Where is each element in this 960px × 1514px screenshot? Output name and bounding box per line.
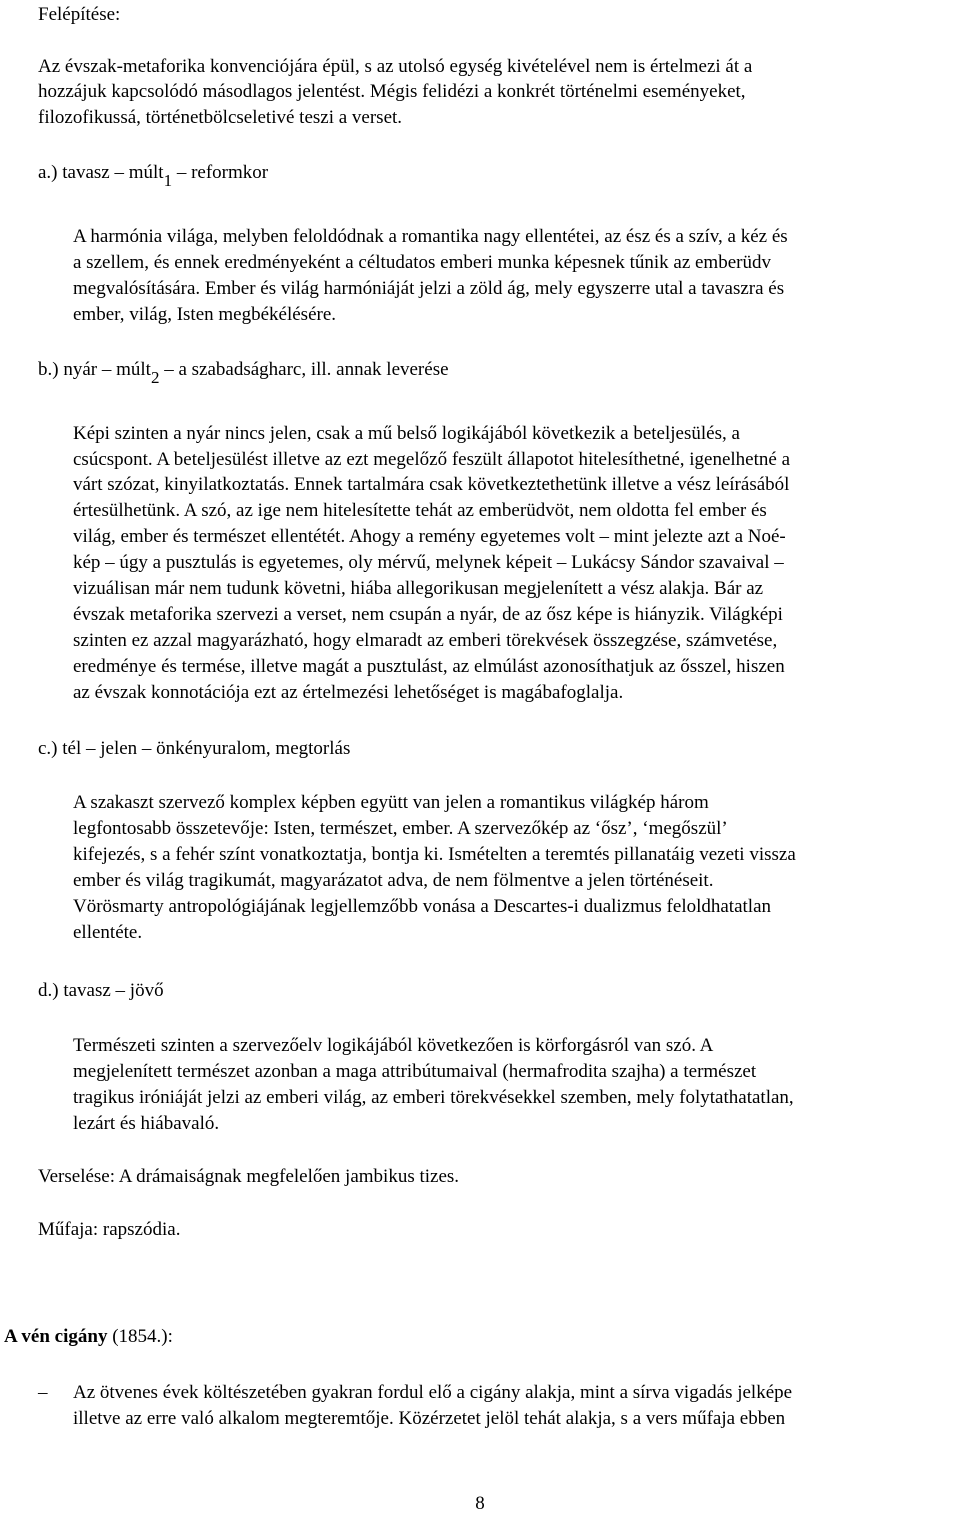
intro-line: filozofikussá, történetbölcseletivé teszi a verset. [38, 107, 403, 128]
section-b-line: évszak metaforika szervezi a verset, nem csupán a nyár, de az ősz képe is hiányzik. Világképi [73, 604, 783, 625]
mufaja: Műfaja: rapszódia. [38, 1219, 181, 1240]
section-b-heading: b.) nyár – múlt$_2$ – a szabadságharc, ill. annak leverése [38, 359, 449, 387]
section-b-line: csúcspont. A beteljesülést illetve az ezt megelőző feszült állapotot hitelesíthetné, igenelhetné a [73, 449, 790, 470]
section-d-heading: d.) tavasz – jövő [38, 980, 164, 1001]
bullet-line: Az ötvenes évek költészetében gyakran fordul elő a cigány alakja, mint a sírva vigadás jelképe [73, 1382, 793, 1403]
section-b-line: az évszak konnotációja ezt az értelmezési lehetőséget is magábafoglalja. [73, 682, 624, 703]
section-b-line: világ, ember és természet ellentétét. Ahogy a remény egyetemes volt – mint jelezte azt a Noé- [73, 526, 786, 547]
section-c-line: A szakaszt szervező komplex képben együtt van jelen a romantikus világkép három [73, 792, 709, 813]
section-a-line: A harmónia világa, melyben feloldódnak a romantika nagy ellentétei, az ész és a szív, a kéz és [73, 226, 788, 247]
poem-year: (1854.): [107, 1326, 173, 1347]
section-d-line: lezárt és hiábavaló. [73, 1113, 220, 1134]
section-a-heading: a.) tavasz – múlt$_1$ – reformkor [38, 162, 269, 190]
section-c-line: legfontosabb összetevője: Isten, természet, ember. A szervezőkép az ‘ősz’, ‘megőszül’ [73, 818, 728, 839]
poem-title: A vén cigány [4, 1326, 108, 1347]
section-a-line: megvalósítására. Ember és világ harmóniáját jelzi a zöld ág, mely egyszerre utal a tavaszra és [73, 278, 785, 299]
section-c-heading: c.) tél – jelen – önkényuralom, megtorlás [38, 738, 351, 759]
section-c-line: Vörösmarty antropológiájának legjellemzőbb vonása a Descartes-i dualizmus feloldhatatlan [73, 896, 772, 917]
section-d-line: Természeti szinten a szervezőelv logikájából következően is körforgásról van szó. A [73, 1035, 714, 1056]
section-d-line: tragikus iróniáját jelzi az emberi világ, az emberi törekvésekkel szemben, mely folytathatatlan, [73, 1087, 794, 1108]
section-d-line: megjelenített természet azonban a maga attribútumaival (hermafrodita szajha) a természet [73, 1061, 757, 1082]
poem-heading [4, 1327, 173, 1346]
section-b-line: várt szózat, kinyilatkoztatás. Ennek tartalmára csak következtethetünk illetve a vész leírásából [73, 474, 790, 495]
section-b-line: szinten ez azzal magyarázható, hogy elmaradt az emberi törekvések összegzése, számvetése, [73, 630, 778, 651]
section-b-line: vizuálisan már nem tudunk követni, hiába allegorikusan megjelenített a vész alakja. Bár az [73, 578, 764, 599]
subscript: 2 [150, 368, 160, 387]
section-a-line: ember, világ, Isten megbékélésére. [73, 304, 337, 325]
intro-line: hozzájuk kapcsolódó másodlagos jelentést. Mégis felidézi a konkrét történelmi eseményeket, [38, 81, 746, 102]
section-c-line: kifejezés, s a fehér színt vonatkoztatja, bontja ki. Ismételten a teremtés pillanatáig vezeti vissza [73, 844, 796, 865]
section-c-line: ember és világ tragikumát, magyarázatot adva, de nem fölmentve a jelen történéseit. [73, 870, 714, 891]
section-b-line: Képi szinten a nyár nincs jelen, csak a mű belső logikájából következik a beteljesülés, a [73, 423, 740, 444]
section-b-line: kép – úgy a pusztulás is egyetemes, oly mérvű, melynek képeit – Lukácsy Sándor szavaival – [73, 552, 784, 573]
page-number: 8 [475, 1493, 485, 1514]
verselese: Verselése: A drámaiságnak megfelelően jambikus tizes. [38, 1166, 460, 1187]
section-b-line: értesülhetünk. A szó, az ige nem hitelesítette tehát az emberüdvöt, nem oldotta fel ember és [73, 500, 767, 521]
bullet-dash: – [38, 1382, 48, 1403]
bullet-line: illetve az erre való alkalom megteremtője. Közérzetet jelöl tehát alakja, s a vers műfaja ebben [73, 1408, 786, 1429]
heading-felepitese: Felépítése: [38, 4, 121, 25]
subscript: 1 [163, 171, 173, 190]
section-c-line: ellentéte. [73, 922, 143, 943]
section-b-line: eredménye és termése, illetve magát a pusztulást, az elmúlást azonosíthatjuk az ősszel, hiszen [73, 656, 785, 677]
intro-line: Az évszak-metaforika konvenciójára épül, s az utolsó egység kivételével nem is értelmezi át a [38, 56, 753, 77]
section-a-line: a szellem, és ennek eredményeként a céltudatos emberi munka képesnek tűnik az emberüdv [73, 252, 771, 273]
